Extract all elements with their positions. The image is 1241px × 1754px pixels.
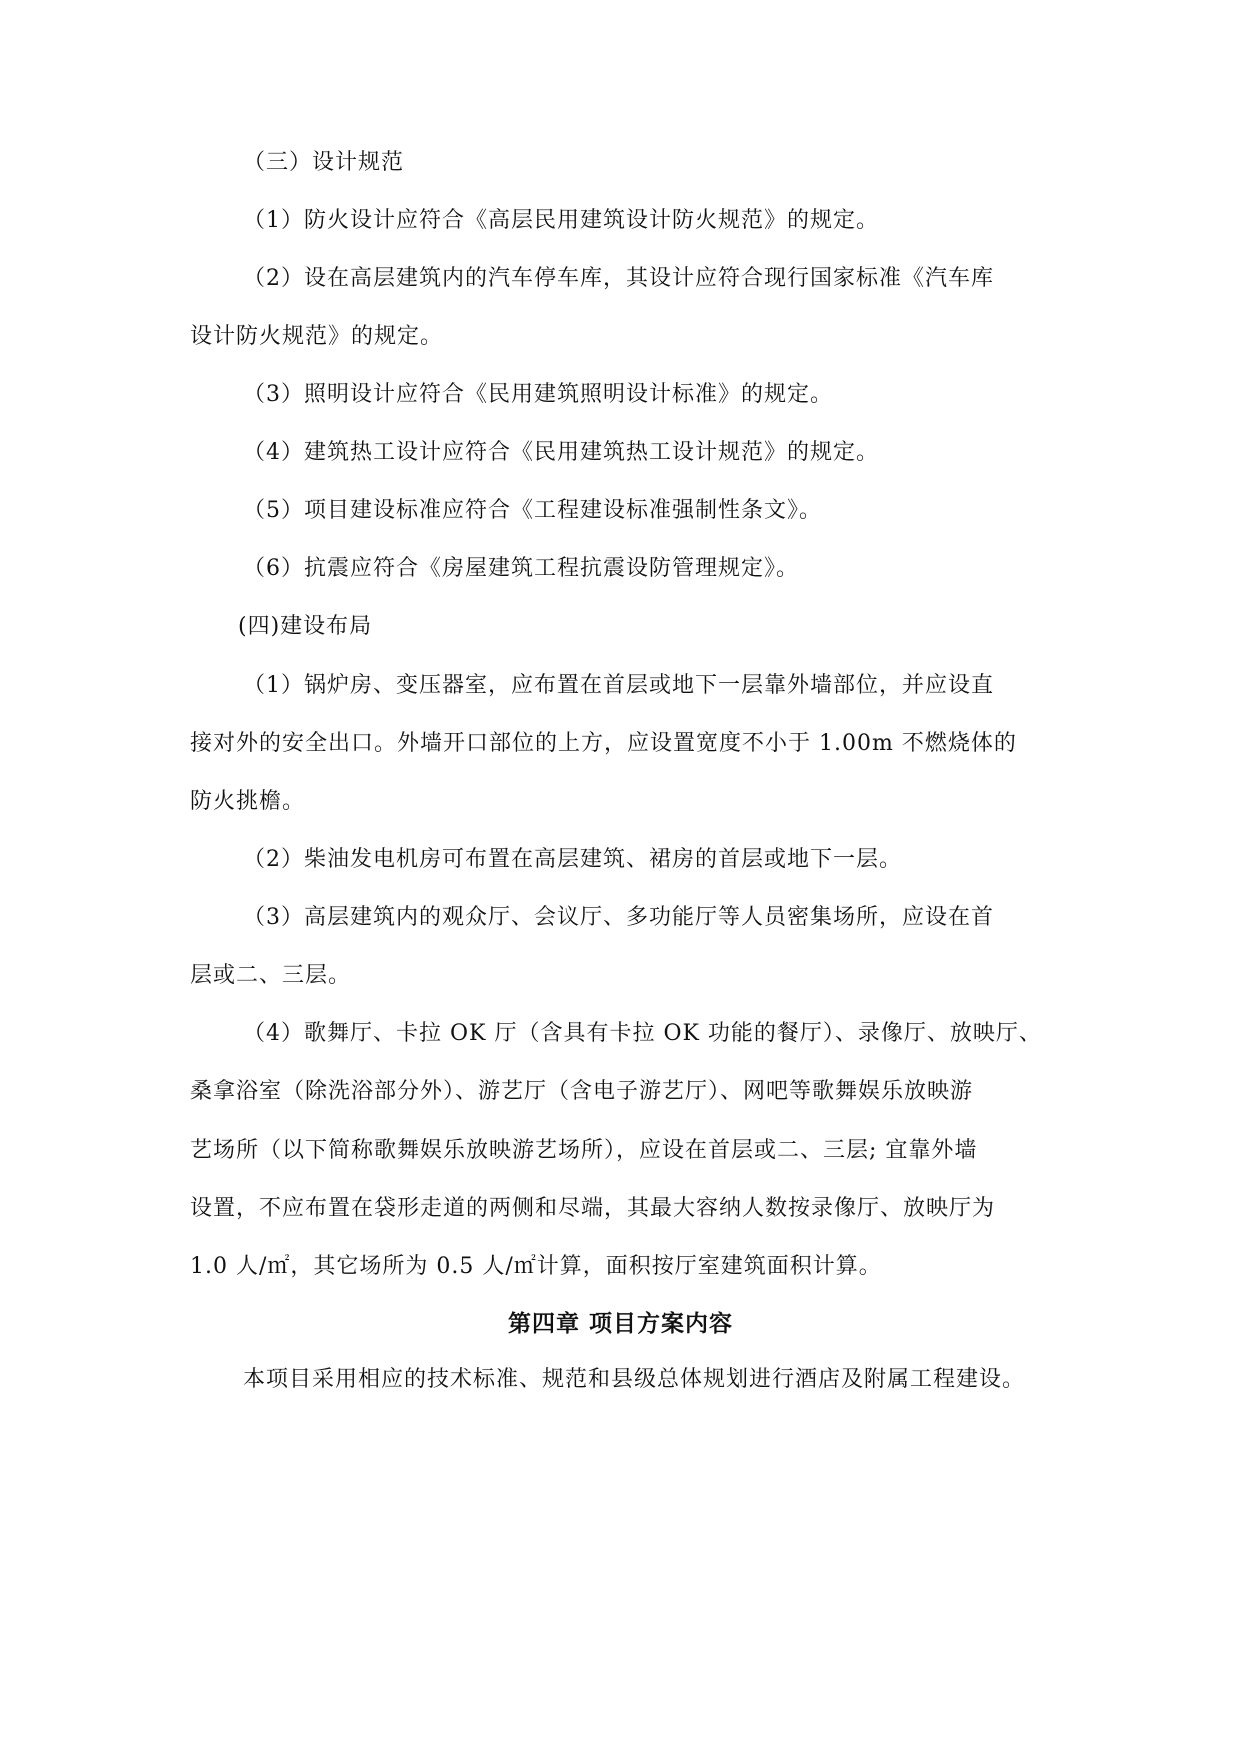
s3-item-3: （3）照明设计应符合《民用建筑照明设计标准》的规定。 xyxy=(243,382,833,407)
s3-item-2-line-2: 设计防火规范》的规定。 xyxy=(190,324,444,349)
s4-item-1-line-3: 防火挑檐。 xyxy=(190,789,306,814)
s4-item-3-line-2: 层或二、三层。 xyxy=(190,963,352,988)
s4-item-4-line-4: 设置，不应布置在袋形走道的两侧和尽端，其最大容纳人数按录像厅、放映厅为 xyxy=(190,1196,996,1221)
s3-item-4: （4）建筑热工设计应符合《民用建筑热工设计规范》的规定。 xyxy=(243,440,879,465)
s4-item-4-line-3: 艺场所（以下简称歌舞娱乐放映游艺场所），应设在首层或二、三层; 宜靠外墙 xyxy=(190,1138,978,1163)
s4-item-4-line-5: 1.0 人/㎡，其它场所为 0.5 人/㎡计算，面积按厅室建筑面积计算。 xyxy=(190,1254,882,1279)
chapter-title: 第四章 项目方案内容 xyxy=(507,1311,733,1337)
s4-item-1-line-2: 接对外的安全出口。外墙开口部位的上方，应设置宽度不小于 1.00m 不燃烧体的 xyxy=(190,731,1017,756)
section-3-title: （三）设计规范 xyxy=(243,150,405,175)
s4-item-4-line-1: （4）歌舞厅、卡拉 OK 厅（含具有卡拉 OK 功能的餐厅）、录像厅、放映厅、 xyxy=(243,1021,1042,1046)
s4-item-3-line-1: （3）高层建筑内的观众厅、会议厅、多功能厅等人员密集场所，应设在首 xyxy=(243,905,994,930)
s4-item-4-line-2: 桑拿浴室（除洗浴部分外）、游艺厅（含电子游艺厅）、网吧等歌舞娱乐放映游 xyxy=(190,1079,974,1104)
s3-item-2-line-1: （2）设在高层建筑内的汽车停车库，其设计应符合现行国家标准《汽车库 xyxy=(243,266,994,291)
s4-item-2: （2）柴油发电机房可布置在高层建筑、裙房的首层或地下一层。 xyxy=(243,847,902,872)
s3-item-5: （5）项目建设标准应符合《工程建设标准强制性条文》。 xyxy=(243,498,822,523)
section-4-title: (四)建设布局 xyxy=(238,614,373,639)
s3-item-6: （6）抗震应符合《房屋建筑工程抗震设防管理规定》。 xyxy=(243,556,799,581)
s3-item-1: （1）防火设计应符合《高层民用建筑设计防火规范》的规定。 xyxy=(243,208,879,233)
chapter-intro: 本项目采用相应的技术标准、规范和县级总体规划进行酒店及附属工程建设。 xyxy=(243,1367,1026,1392)
s4-item-1-line-1: （1）锅炉房、变压器室，应布置在首层或地下一层靠外墙部位，并应设直 xyxy=(243,673,994,698)
